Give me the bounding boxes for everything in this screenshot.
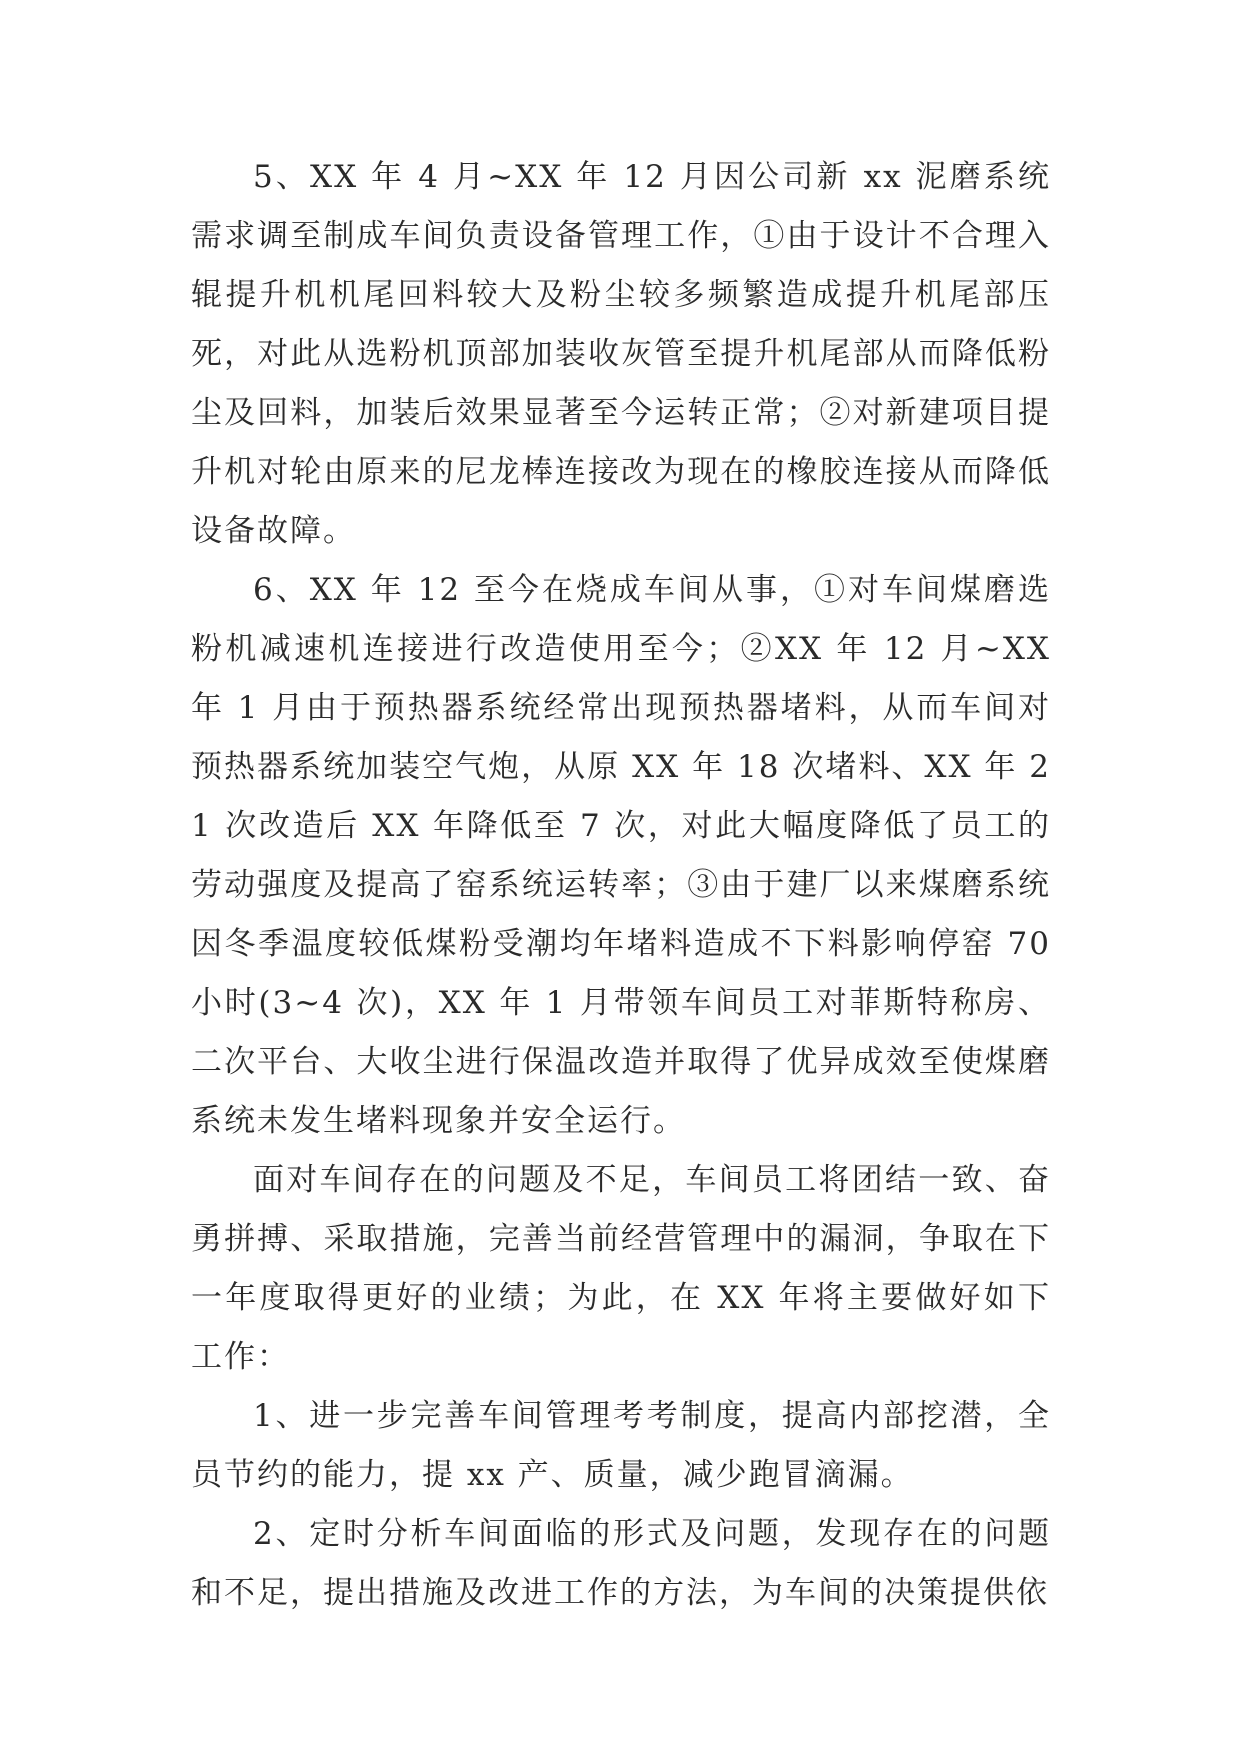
paragraph-problems-intro: 面对车间存在的问题及不足，车间员工将团结一致、奋勇拼搏、采取措施，完善当前经营管理中的漏洞，争取在下一年度取得更好的业绩；为此，在 XX 年将主要做好如下工作： bbox=[191, 1162, 1051, 1375]
paragraph-plan-1: 1、进一步完善车间管理考考制度，提高内部挖潜，全员节约的能力，提 xx 产、质量，减少跑冒滴漏。 bbox=[191, 1398, 1051, 1493]
paragraph-plan-2: 2、定时分析车间面临的形式及问题，发现存在的问题和不足，提出措施及改进工作的方法，为车间的决策提供依 bbox=[191, 1516, 1051, 1611]
document-page bbox=[191, 148, 1051, 1623]
paragraph-item-5: 5、XX 年 4 月~XX 年 12 月因公司新 xx 泥磨系统需求调至制成车间负责设备管理工作，①由于设计不合理入辊提升机机尾回料较大及粉尘较多频繁造成提升机尾部压死，对此从选粉机顶部加装收灰管至提升机尾部从而降低粉尘及回料，加装后效果显著至今运转正常；②对新建项目提升机对轮由原来的尼龙棒连接改为现在的橡胶连接从而降低设备故障。 bbox=[191, 159, 1051, 549]
paragraph-item-6: 6、XX 年 12 至今在烧成车间从事，①对车间煤磨选粉机减速机连接进行改造使用至今；②XX 年 12 月~XX 年 1 月由于预热器系统经常出现预热器堵料，从而车间对预热器系统加装空气炮，从原 XX 年 18 次堵料、XX 年 21 次改造后 XX 年降低至 7 次，对此大幅度降低了员工的劳动强度及提高了窑系统运转率；③由于建厂以来煤磨系统因冬季温度较低煤粉受潮均年堵料造成不下料影响停窑 70 小时(3~4 次)，XX 年 1 月带领车间员工对菲斯特称房、二次平台、大收尘进行保温改造并取得了优异成效至使煤磨系统未发生堵料现象并安全运行。 bbox=[191, 572, 1051, 1139]
